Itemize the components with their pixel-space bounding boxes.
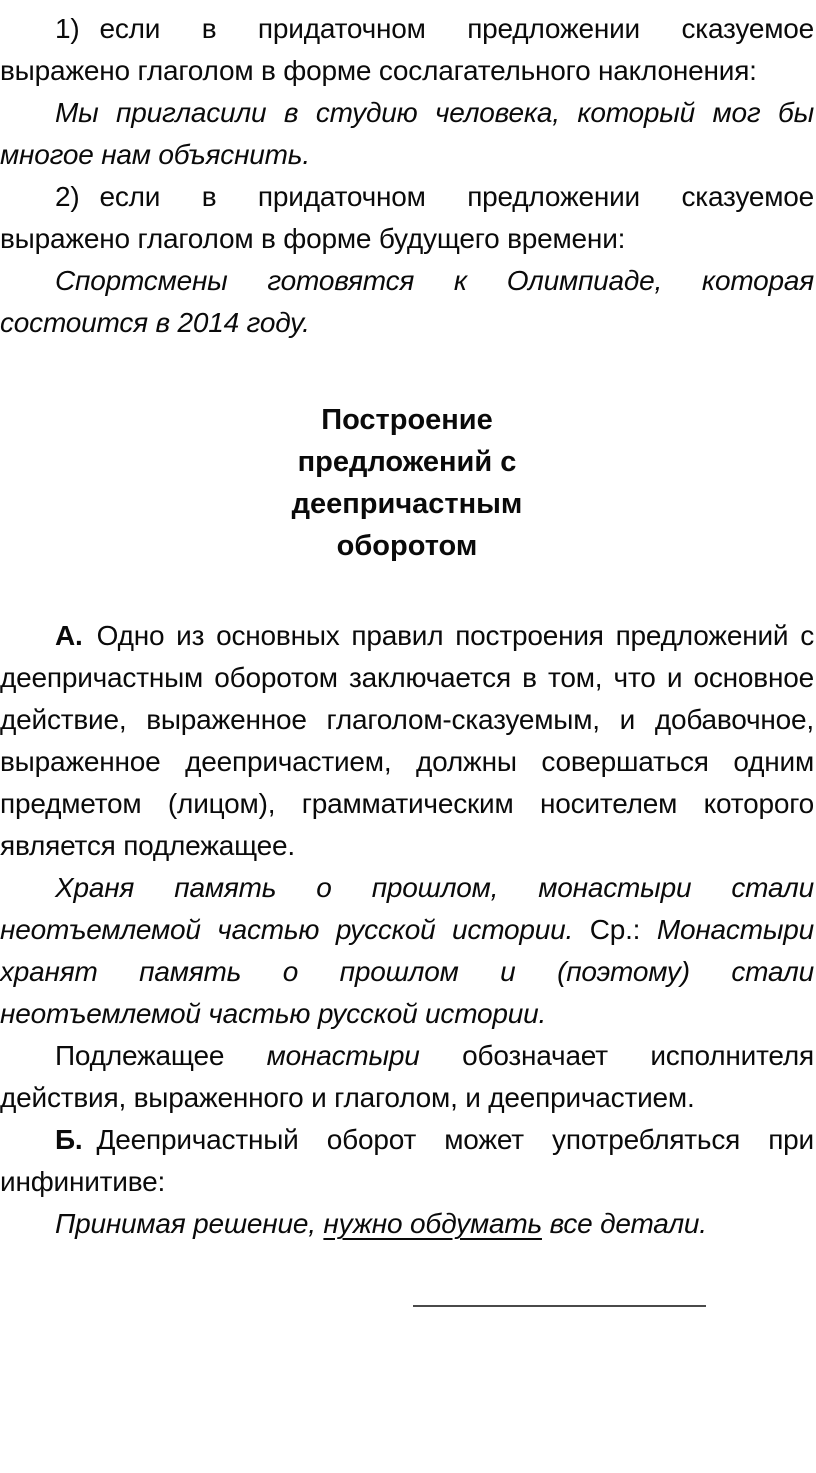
section-b-paragraph xyxy=(0,1119,814,1203)
section-b-text: Деепричастный оборот может употребляться при инфинитиве: xyxy=(0,1124,814,1197)
example-b-before: Принимая решение, xyxy=(55,1208,316,1239)
section-a-text: Одно из основных правил построения предложений с деепричастным оборотом заключается в том, что и основное действие, выраженное глаголом-сказуемым, и добавочное, выраженное деепричастием, должны совершаться одним предметом (лицом), грамматическим носителем которого является подлежащее. xyxy=(0,620,814,861)
list-item-1-text: если в придаточном предложении сказуемое выражено глаголом в форме сослагательного наклонения: xyxy=(0,13,814,86)
section-a-label: А. xyxy=(55,620,83,651)
section-heading xyxy=(0,399,814,567)
example-a-italic-1: Храня память о прошлом, монастыри стали неотъемлемой частью русской истории. xyxy=(0,872,814,945)
example-a-paragraph xyxy=(0,867,814,1035)
list-item-1-marker: 1) xyxy=(55,13,80,44)
example-b-after: все детали. xyxy=(549,1208,707,1239)
list-item-2-marker: 2) xyxy=(55,181,80,212)
heading-line-3: деепричастным xyxy=(291,488,523,520)
note-a-paragraph xyxy=(0,1035,814,1119)
example-2: Спортсмены готовятся к Олимпиаде, которая состоится в 2014 году. xyxy=(0,265,814,338)
heading-line-1: Построение xyxy=(321,404,493,436)
footnote-separator xyxy=(413,1305,706,1307)
note-a-before: Подлежащее xyxy=(55,1040,225,1071)
list-item-1 xyxy=(0,8,814,92)
section-b-label: Б. xyxy=(55,1124,83,1155)
heading-line-2: предложений с xyxy=(297,446,517,478)
example-b-underlined: нужно обдумать xyxy=(323,1208,542,1239)
section-a-paragraph xyxy=(0,615,814,867)
example-b-paragraph xyxy=(0,1203,814,1245)
heading-line-4: оборотом xyxy=(336,530,478,562)
example-a-italic-2: Монастыри хранят память о прошлом и (поэтому) стали неотъемлемой частью русской истории. xyxy=(0,914,814,1029)
list-item-2-text: если в придаточном предложении сказуемое выражено глаголом в форме будущего времени: xyxy=(0,181,814,254)
example-1: Мы пригласили в студию человека, который мог бы многое нам объяснить. xyxy=(0,97,814,170)
example-a-compare-label: Ср.: xyxy=(589,914,641,945)
list-item-2 xyxy=(0,176,814,260)
note-a-after: обозначает исполнителя действия, выраженного и глаголом, и деепричастием. xyxy=(0,1040,814,1113)
note-a-term: монастыри xyxy=(266,1040,420,1071)
